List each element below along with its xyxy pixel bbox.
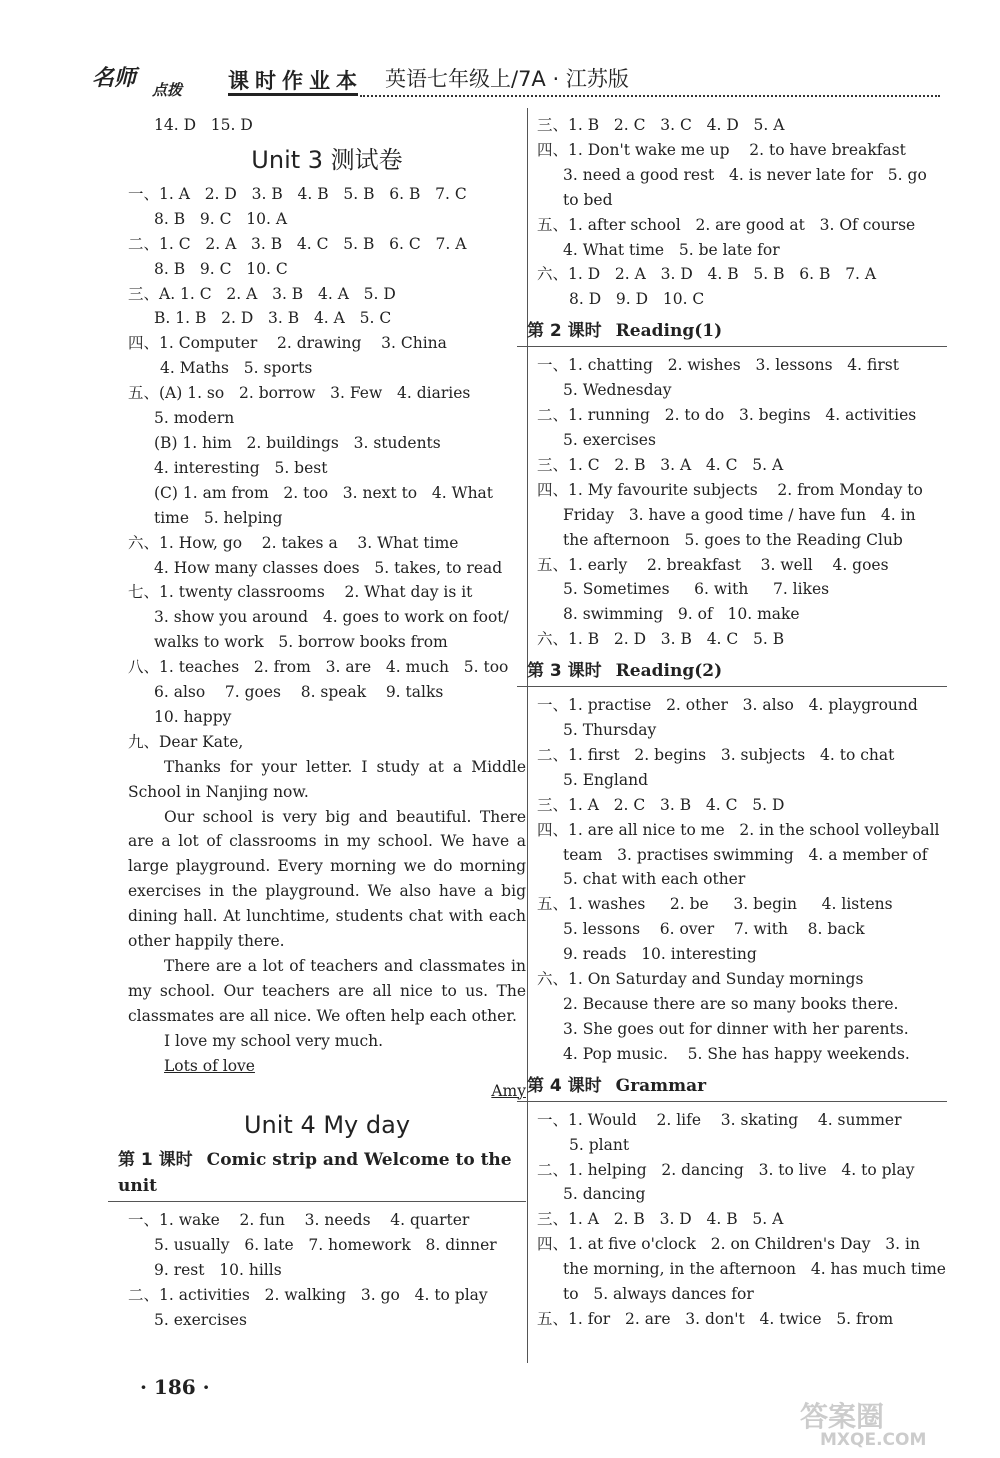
answer-line: 5. dancing [563, 1185, 646, 1204]
logo-text-bottom: 点拨 [152, 81, 183, 99]
lesson-title: Grammar [615, 1075, 707, 1096]
lesson-title: Reading(1) [615, 321, 723, 342]
answer-line: 2. Because there are so many books there. [563, 995, 899, 1013]
answer-line: time 5. helping [154, 508, 283, 527]
letter-signature: Amy [491, 1081, 526, 1100]
answer-line: 5. chat with each other [563, 870, 746, 889]
answer-line: 二、1. C 2. A 3. B 4. C 5. B 6. C 7. A [128, 234, 467, 253]
answer-line: 5. usually 6. late 7. homework 8. dinner [154, 1236, 497, 1255]
answer-line: (B) 1. him 2. buildings 3. students [154, 433, 441, 452]
answer-line: 5. modern [154, 409, 235, 428]
answer-line: 5. exercises [154, 1311, 247, 1330]
answer-line: 9. reads 10. interesting [563, 945, 757, 964]
letter-paragraph: Thanks for your letter. I study at a Middle School in Nanjing now. [128, 757, 526, 801]
lesson-heading [527, 318, 947, 347]
answer-line: 5. Sometimes 6. with 7. likes [563, 580, 830, 599]
lesson-rule [517, 1101, 947, 1102]
answer-line: 八、1. teaches 2. from 3. are 4. much 5. too [128, 658, 509, 677]
answer-line: 3. show you around 4. goes to work on foot/ [154, 608, 509, 627]
book-title: 英语七年级上/7A · 江苏版 [385, 67, 629, 91]
header-dotted-rule [360, 95, 940, 97]
answer-line: 5. exercises [563, 430, 656, 449]
answer-line: 六、1. B 2. D 3. B 4. C 5. B [537, 630, 785, 649]
answer-line: 二、1. activities 2. walking 3. go 4. to play [128, 1286, 488, 1305]
answer-line: team 3. practises swimming 4. a member of [563, 845, 928, 864]
answer-line: 8. swimming 9. of 10. make [563, 605, 800, 624]
column-divider [527, 108, 528, 1363]
answer-line: 三、1. B 2. C 3. C 4. D 5. A [537, 116, 785, 134]
answer-line: 3. She goes out for dinner with her parents. [563, 1019, 909, 1038]
answer-line: B. 1. B 2. D 3. B 4. A 5. C [154, 309, 392, 328]
answer-line: 4. Pop music. 5. She has happy weekends. [563, 1044, 910, 1063]
lesson-rule [517, 686, 947, 687]
watermark-logo: 答案圈 [800, 1400, 885, 1433]
answer-line: 9. rest 10. hills [154, 1261, 282, 1280]
answer-line: 一、1. A 2. D 3. B 4. B 5. B 6. B 7. C [128, 184, 467, 203]
answer-line: 14. D 15. D [154, 116, 253, 134]
answer-line: 五、(A) 1. so 2. borrow 3. Few 4. diaries [128, 384, 471, 403]
lesson-rule [108, 1201, 526, 1202]
answer-line: 九、Dear Kate, [128, 732, 244, 751]
answer-line: 3. need a good rest 4. is never late for 5. go [563, 165, 927, 184]
answer-line: 一、1. wake 2. fun 3. needs 4. quarter [128, 1211, 470, 1230]
answer-line: 三、1. C 2. B 3. A 4. C 5. A [537, 455, 784, 474]
answer-line: the morning, in the afternoon 4. has much time [563, 1260, 946, 1279]
answer-line: to 5. always dances for [563, 1285, 754, 1304]
answer-line: 5. Thursday [563, 721, 657, 740]
right-column [527, 113, 947, 1332]
answer-line: 五、1. for 2. are 3. don't 4. twice 5. from [537, 1309, 894, 1328]
answer-line: the afternoon 5. goes to the Reading Club [563, 530, 903, 549]
answer-line: 六、1. On Saturday and Sunday mornings [537, 970, 864, 989]
answer-line: 4. What time 5. be late for [563, 240, 780, 259]
answer-line: 5. England [563, 770, 649, 789]
lesson-heading [527, 1073, 947, 1102]
answer-line: 五、1. after school 2. are good at 3. Of course [537, 215, 916, 234]
answer-line: Friday 3. have a good time / have fun 4. in [563, 505, 916, 524]
answer-line: 六、1. D 2. A 3. D 4. B 5. B 6. B 7. A [537, 265, 877, 284]
answer-line: 4. How many classes does 5. takes, to read [154, 558, 503, 577]
answer-line: 三、1. A 2. C 3. B 4. C 5. D [537, 795, 785, 814]
lesson-number: 第 1 课时 [118, 1150, 193, 1171]
answer-line: 一、1. Would 2. life 3. skating 4. summer [537, 1110, 902, 1129]
lesson-number: 第 3 课时 [527, 661, 602, 682]
answer-line: 五、1. washes 2. be 3. begin 4. listens [537, 895, 893, 914]
answer-line: 5. plant [569, 1135, 630, 1154]
lesson-heading [527, 658, 947, 687]
answer-line: 四、1. are all nice to me 2. in the school volleyball [537, 820, 940, 839]
logo-text-top: 名师 [92, 65, 137, 91]
lesson-number: 第 4 课时 [527, 1075, 602, 1096]
answer-line: 三、1. A 2. B 3. D 4. B 5. A [537, 1210, 784, 1229]
answer-line: 五、1. early 2. breakfast 3. well 4. goes [537, 555, 889, 574]
answer-line: 5. Wednesday [563, 381, 672, 400]
answer-line: 8. D 9. D 10. C [569, 290, 705, 309]
answer-line: 5. lessons 6. over 7. with 8. back [563, 920, 865, 939]
answer-line: 10. happy [154, 707, 232, 726]
answer-line: 四、1. My favourite subjects 2. from Monday to [537, 480, 923, 499]
lesson-heading [118, 1147, 526, 1202]
answer-line: 六、1. How, go 2. takes a 3. What time [128, 533, 459, 552]
answer-line: 二、1. running 2. to do 3. begins 4. activities [537, 406, 917, 425]
letter-closing: Lots of love [164, 1056, 255, 1075]
answer-line: 4. interesting 5. best [154, 458, 328, 477]
letter-paragraph: There are a lot of teachers and classmates in my school. Our teachers are all nice to us. The classmates are all nice. We often help each other. [128, 957, 526, 1025]
lesson-title: Comic strip and Welcome to the unit [118, 1150, 512, 1197]
lesson-number: 第 2 课时 [527, 321, 602, 342]
answer-line: to bed [563, 190, 613, 209]
lesson-title: Reading(2) [615, 661, 723, 682]
watermark-url: MXQE.COM [820, 1430, 927, 1450]
answer-line: (C) 1. am from 2. too 3. next to 4. What [154, 483, 494, 502]
answer-line: 四、1. Don't wake me up 2. to have breakfast [537, 140, 906, 159]
answer-line: 4. Maths 5. sports [160, 359, 313, 378]
answer-line: 二、1. first 2. begins 3. subjects 4. to chat [537, 745, 895, 764]
answer-line: walks to work 5. borrow books from [154, 633, 448, 652]
answer-line: 二、1. helping 2. dancing 3. to live 4. to play [537, 1160, 915, 1179]
series-logo [90, 55, 220, 100]
lesson-rule [517, 346, 947, 347]
answer-line: 一、1. chatting 2. wishes 3. lessons 4. first [537, 356, 899, 375]
answer-line: 四、1. at five o'clock 2. on Children's Day 3. in [537, 1235, 920, 1254]
page-number: · 186 · [140, 1375, 210, 1399]
answer-line: 七、1. twenty classrooms 2. What day is it [128, 583, 473, 602]
page-header [90, 55, 940, 100]
book-series-title: 课时作业本 [228, 69, 363, 93]
answer-line: 8. B 9. C 10. A [154, 209, 288, 228]
answer-line: 三、A. 1. C 2. A 3. B 4. A 5. D [128, 284, 396, 303]
letter-paragraph: I love my school very much. [164, 1031, 384, 1050]
header-bar [228, 93, 358, 96]
left-column [118, 113, 526, 1333]
answer-line: 一、1. practise 2. other 3. also 4. playground [537, 696, 918, 715]
unit-heading: Unit 4 My day [243, 1111, 411, 1140]
answer-line: 四、1. Computer 2. drawing 3. China [128, 334, 447, 353]
unit-heading: Unit 3 测试卷 [251, 145, 403, 174]
answer-line: 8. B 9. C 10. C [154, 259, 288, 278]
letter-paragraph: Our school is very big and beautiful. There are a lot of classrooms in my school. We have a large playground. Every morning we do morning exercises in the playground. We also have a big dining hall. At lunchtime, students chat with each other happily there. [128, 807, 526, 951]
answer-line: 6. also 7. goes 8. speak 9. talks [154, 683, 444, 702]
